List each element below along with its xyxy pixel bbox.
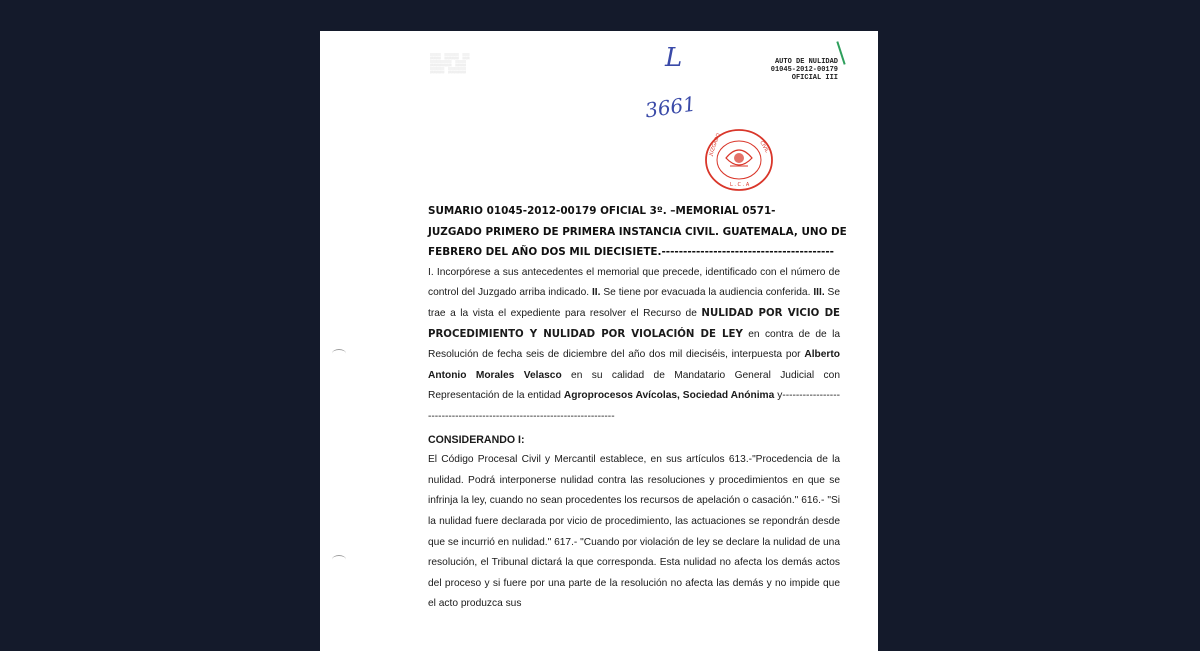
- svg-text:JUZGADO: JUZGADO: [708, 132, 722, 157]
- title-line-1: SUMARIO 01045-2012-00179 OFICIAL 3º. –MEMORIAL 0571-: [428, 205, 776, 217]
- para1-bold-name: Alberto Antonio Morales Velasco: [428, 349, 840, 381]
- title-line-3: FEBRERO DEL AÑO DOS MIL DIECISIETE.----------------------------------------: [428, 246, 834, 259]
- punch-hole-mark: [332, 349, 346, 358]
- para1-bold-entity: Agroprocesos Avícolas, Sociedad Anónima: [563, 390, 775, 402]
- court-seal-icon: [704, 128, 774, 192]
- para1-text-3: Se trae a la vista el expediente para resolver el Recurso de: [428, 287, 841, 319]
- para1-bold-recurso: NULIDAD POR VICIO DE PROCEDIMIENTO Y NULIDAD POR VIOLACIÓN DE LEY: [428, 307, 840, 340]
- svg-text:CIVIL: CIVIL: [758, 140, 770, 154]
- stamp-line-3: OFICIAL III: [791, 74, 838, 82]
- handwritten-number: 3661: [643, 91, 698, 123]
- paragraph-considerando: El Código Procesal Civil y Mercantil establece, en sus artículos 613.-"Procedencia de la nulidad. Podrá interponerse nulidad contra las resoluciones y procedimientos en que se infrinja la ley, cuando no sean procedentes los recursos de apelación o casación." 616.- "Si la nulidad fuere declarada por vicio de procedimiento, las actuaciones se repondrán desde que se incurrió en nulidad." 617.- "Cuando por violación de ley se declare la nulidad de una resolución, el Tribunal dictará la que corresponda. Esta nulidad no afecta los demás actos del proceso y si fuere por una parte de la resolución no afecta las demás y no impide que el acto produzca sus: [428, 454, 840, 610]
- paragraph-resolution: [428, 263, 840, 428]
- considerando-heading: CONSIDERANDO I:: [428, 433, 525, 446]
- para1-text-1: I. Incorpórese a sus antecedentes el memorial que precede, identificado con el número de control del Juzgado arriba indicado.: [428, 266, 840, 299]
- para1-text-2: Se tiene por evacuada la audiencia conferida.: [600, 287, 814, 299]
- svg-text:L . C . A: L . C . A: [730, 182, 750, 188]
- para1-text-4: en contra de de la Resolución de fecha seis de diciembre del año dos mil dieciséis, interpuesta por: [428, 328, 840, 361]
- document-body: [428, 201, 847, 615]
- para1-bold-ii: II.: [591, 287, 601, 299]
- para1-bold-iii: III.: [813, 287, 825, 299]
- stamp-line-2: 01045-2012-00179: [770, 66, 838, 74]
- document-page: [320, 31, 878, 651]
- title-line-2: JUZGADO PRIMERO DE PRIMERA INSTANCIA CIVIL. GUATEMALA, UNO DE: [428, 225, 847, 238]
- para1-text-5: en su calidad de Mandatario General Judicial con Representación de la entidad: [428, 369, 840, 402]
- stamp-line-1: AUTO DE NULIDAD: [774, 58, 838, 66]
- faded-letterhead: ▒▒▒ ▒▒▒▒ ▒▒ ▒▒▒▒▒▒ ▒▒▒ ▒▒▒▒ ▒▒▒▒▒: [430, 53, 470, 74]
- handwritten-letter: L: [665, 43, 683, 73]
- para1-text-6: y------------------------------------------------------------------------: [428, 390, 840, 422]
- case-header-stamp: [771, 58, 838, 82]
- punch-hole-mark: [332, 555, 346, 564]
